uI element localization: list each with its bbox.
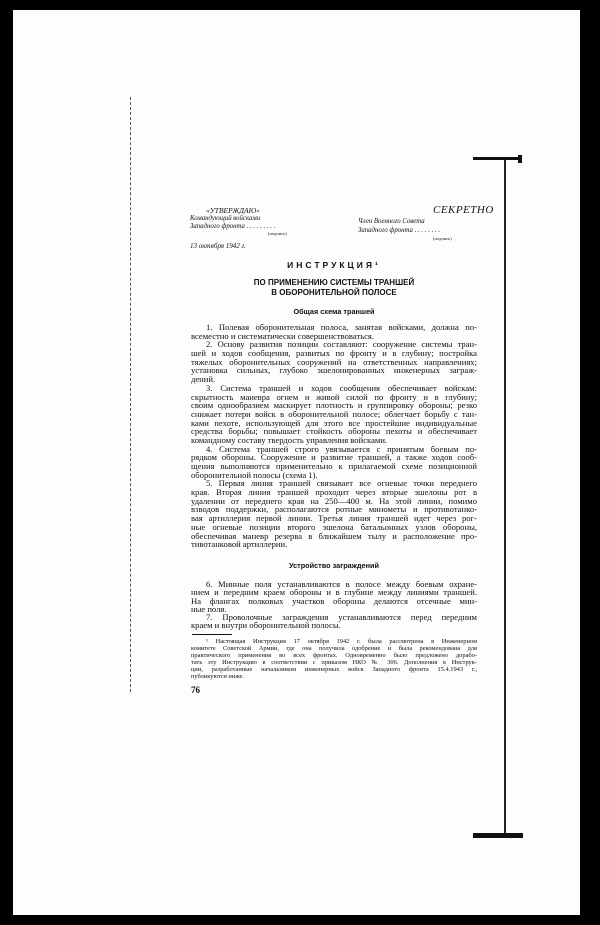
text-line: публикуются ниже. [191,673,244,680]
text-line: взводов поддержки, располагаются ротные минометы и противотанко- [191,504,477,515]
text-line: тяжелых оборонительных сооружений на ответственных направлениях; [191,356,477,367]
text-line: дений. [191,374,216,385]
approval-date: 13 октября 1942 г. [190,242,246,250]
text-line: комитете Советской Армии, где она получила одобрение и была рекомендована для [191,645,477,652]
text-line: рядком обороны. Сооружение и развитие траншей, а также ходов сооб- [191,452,477,463]
text-line: снижает потери войск в оборонительной полосе; облегчает борьбу с тан- [191,408,477,419]
text-line: щения выполняются применительно к прилагаемой схеме позиционной [191,461,477,471]
text-line: тать эту Инструкцию в соответствии с приказом НКО № 306. Дополнения к Инструк- [191,659,477,666]
text-line: обеспечивая маневр резерва в ближайшем тылу и расположение про- [191,530,477,541]
text-line: 4. Система траншей строго увязывается с принятым боевым по- [206,443,477,454]
council-member-front: Западного фронта . . . . . . . . [358,227,441,234]
document-subtitle-1: ПО ПРИМЕНЕНИЮ СИСТЕМЫ ТРАНШЕЙ [253,278,415,287]
text-line: ные поля. [191,603,227,614]
text-line: ками пехоте, использующей для этого все простейшие индивидуальные [191,417,477,428]
text-line: командному составу твердость управления войсками. [191,434,388,445]
text-line: 7. Проволочные заграждения устанавливаются перед передним [206,612,477,623]
text-line: скрытность маневра огнем и живой силой по фронту и в глубину; [191,391,477,402]
secret-stamp: СЕКРЕТНО [433,204,494,216]
text-line: 6. Минные поля устанавливаются в полосе между боевым охране- [206,579,477,589]
text-line: вая артиллерия первой линии. Третья линия траншей идет через рог- [191,513,477,524]
text-line: 2. Основу развития позиции составляют: сооружение системы тран- [206,339,477,350]
text-line: 1. Полевая оборонительная полоса, занятая войсками, должна по- [206,322,477,332]
margin-mark-bottom [473,833,523,838]
text-line: краем и внутри оборонительной полосы. [191,620,341,631]
footnote-rule [192,634,232,635]
page-number: 76 [191,685,200,695]
text-line: ные огневые позиции второго эшелона батальонных узлов обороны, [191,521,477,532]
section-heading-obstacles: Устройство заграждений [288,561,379,570]
section-trench-scheme-body [191,323,477,549]
footnote [191,638,477,680]
text-line: оборонительной полосы (схема 1). [191,469,318,480]
text-line: края. Вторая линия траншей проходит через вторые эшелоны рот в [191,487,477,498]
section-obstacles-body [191,580,477,630]
commander-front: Западного фронта . . . . . . . . . [190,223,276,230]
text-line: шей и ходов сообщения, развитых по фронту и в глубину; постройка [191,348,477,359]
text-line: своим однообразием маскирует плотность и группировку обороны; резко [191,400,477,411]
text-line: всеместно и систематически совершенствоваться. [191,330,375,341]
text-line: ции, разработанные начальником инженерных войск Западного фронта 15.4.1943 г., [191,666,477,673]
text-line: нием и передним краем обороны и в глубине между линиями траншей. [191,587,477,598]
text-line: удалении от переднего края на 250—400 м. На этой линии, помимо [191,495,477,506]
text-line: установка сильных, глубоко эшелонированных инженерных заграж- [191,365,477,376]
binding-edge-line [130,97,131,692]
text-line: На флангах полковых участков обороны делаются отсечные мин- [191,595,477,606]
text-line: ¹ Настоящая Инструкция 17 октября 1942 г. была рассмотрена в Инженерном [206,638,477,645]
margin-mark-top [473,157,521,160]
document-title: ИНСТРУКЦИЯ¹ [287,260,381,270]
right-margin-line [504,160,506,838]
text-line: практического применения во всех фронтах. Одновременно было предложено дорабо- [191,652,477,659]
council-member-title: Член Военного Совета [358,218,425,225]
commander-title: Командующий войсками [190,215,261,222]
document-subtitle-2: В ОБОРОНИТЕЛЬНОЙ ПОЛОСЕ [271,288,397,297]
margin-mark-top-tick [518,155,522,163]
commander-signature: (подпись) [268,231,287,236]
text-line: 3. Система траншей и ходов сообщения обеспечивает войскам: [206,382,477,393]
text-line: средства борьбы; повышает стойкость обороны пехоты и обеспечивает [191,426,477,437]
text-line: тивотанковой артиллерии. [191,539,288,550]
section-heading-trench-scheme: Общая схема траншей [293,307,375,316]
approve-label: «УТВЕРЖДАЮ» [206,206,261,215]
council-member-signature: (подпись) [433,236,452,241]
text-line: 5. Первая линия траншей связывает все огневые точки переднего [206,478,477,489]
